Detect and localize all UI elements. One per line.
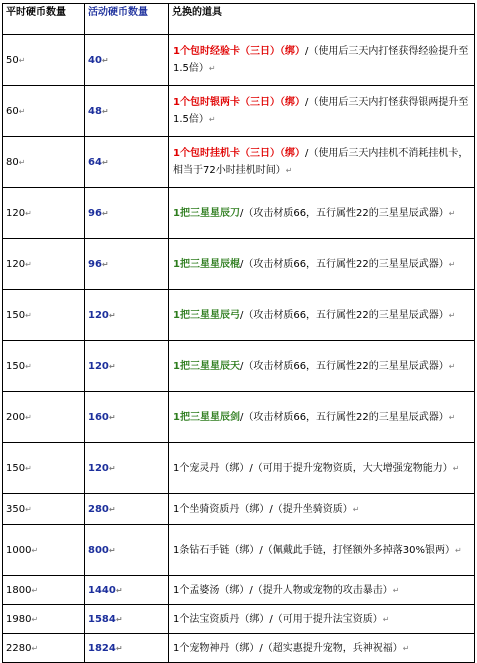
paragraph-mark-icon: ↵ — [108, 310, 116, 320]
paragraph-mark-icon: ↵ — [392, 585, 400, 595]
event-coins-cell — [85, 137, 169, 188]
normal-coins-cell — [3, 35, 85, 86]
paragraph-mark-icon: ↵ — [448, 361, 456, 371]
event-coins-value: 96 — [88, 258, 102, 270]
normal-coins-value: 50 — [6, 54, 19, 66]
paragraph-mark-icon: ↵ — [101, 55, 109, 65]
normal-coins-cell — [3, 634, 85, 663]
exchange-item-cell — [169, 86, 475, 137]
event-coins-cell — [85, 188, 169, 239]
event-coins-cell — [85, 634, 169, 663]
table-row — [3, 137, 475, 188]
table-row — [3, 86, 475, 137]
normal-coins-cell — [3, 341, 85, 392]
item-description: /（超实惠提升宠物，兵神祝福） — [259, 642, 403, 654]
exchange-item-cell — [169, 605, 475, 634]
exchange-item-cell — [169, 525, 475, 576]
item-name: 1个宠物神丹（绑） — [173, 642, 260, 654]
event-coins-cell — [85, 86, 169, 137]
paragraph-mark-icon: ↵ — [18, 106, 26, 116]
normal-coins-value: 150 — [6, 462, 26, 474]
table-row — [3, 494, 475, 525]
item-name: 1个坐骑资质丹（绑） — [173, 503, 270, 515]
paragraph-mark-icon: ↵ — [108, 504, 116, 514]
event-coins-value: 40 — [88, 54, 102, 66]
normal-coins-value: 350 — [6, 503, 26, 515]
exchange-item-cell — [169, 341, 475, 392]
item-description: /（攻击材质66，五行属性22的三星星辰武器） — [239, 207, 449, 219]
paragraph-mark-icon: ↵ — [108, 361, 116, 371]
item-description: /（提升人物或宠物的攻击暴击） — [249, 584, 393, 596]
table-row — [3, 35, 475, 86]
table-row — [3, 576, 475, 605]
header-event-coins: 活动硬币数量 — [85, 4, 169, 35]
exchange-item-cell — [169, 494, 475, 525]
paragraph-mark-icon: ↵ — [448, 208, 456, 218]
normal-coins-value: 200 — [6, 411, 26, 423]
paragraph-mark-icon: ↵ — [108, 463, 116, 473]
normal-coins-value: 80 — [6, 156, 19, 168]
exchange-item-cell — [169, 290, 475, 341]
paragraph-mark-icon: ↵ — [448, 259, 456, 269]
normal-coins-value: 60 — [6, 105, 19, 117]
normal-coins-cell — [3, 137, 85, 188]
event-coins-value: 48 — [88, 105, 102, 117]
event-coins-value: 120 — [88, 309, 109, 321]
paragraph-mark-icon: ↵ — [25, 412, 32, 422]
paragraph-mark-icon: ↵ — [18, 157, 26, 167]
header-normal-coins: 平时硬币数量 — [3, 4, 85, 35]
item-description: /（佩戴此手链，打怪额外多掉落30%银两） — [259, 544, 455, 556]
event-coins-value: 64 — [88, 156, 102, 168]
paragraph-mark-icon: ↵ — [25, 463, 32, 473]
event-coins-value: 280 — [88, 503, 109, 515]
paragraph-mark-icon: ↵ — [352, 504, 360, 514]
paragraph-mark-icon: ↵ — [31, 545, 39, 555]
normal-coins-value: 1800 — [6, 584, 32, 596]
paragraph-mark-icon: ↵ — [101, 106, 109, 116]
normal-coins-cell — [3, 605, 85, 634]
normal-coins-cell — [3, 494, 85, 525]
event-coins-value: 1440 — [88, 584, 116, 596]
item-description: /（攻击材质66，五行属性22的三星星辰武器） — [239, 258, 449, 270]
event-coins-cell — [85, 341, 169, 392]
exchange-item-cell — [169, 392, 475, 443]
event-coins-cell — [85, 525, 169, 576]
paragraph-mark-icon: ↵ — [31, 643, 39, 653]
event-coins-cell — [85, 443, 169, 494]
paragraph-mark-icon: ↵ — [208, 115, 216, 124]
item-description: /（使用后三天内挂机不消耗挂机卡，相当于72小时挂机时间） — [173, 148, 469, 176]
event-coins-value: 1824 — [88, 642, 116, 654]
exchange-table — [2, 3, 475, 663]
table-row — [3, 443, 475, 494]
table-row — [3, 290, 475, 341]
paragraph-mark-icon: ↵ — [382, 614, 390, 624]
paragraph-mark-icon: ↵ — [25, 259, 32, 269]
normal-coins-value: 120 — [6, 207, 26, 219]
paragraph-mark-icon: ↵ — [25, 208, 32, 218]
item-description: /（攻击材质66，五行属性22的三星星辰武器） — [239, 360, 449, 372]
item-name: 1个宠灵丹（绑） — [173, 462, 250, 474]
item-description: /（使用后三天内打怪获得银两提升至1.5倍） — [173, 97, 469, 125]
item-name: 1个法宝资质丹（绑） — [173, 613, 270, 625]
item-description: /（提升坐骑资质） — [269, 503, 353, 515]
item-name: 1把三星星辰天 — [173, 360, 240, 372]
table-row — [3, 188, 475, 239]
paragraph-mark-icon: ↵ — [452, 463, 460, 473]
event-coins-value: 120 — [88, 462, 109, 474]
item-name: 1把三星星辰剑 — [173, 411, 240, 423]
header-exchange-item: 兑换的道具 — [169, 4, 475, 35]
exchange-item-cell — [169, 576, 475, 605]
exchange-item-cell — [169, 443, 475, 494]
normal-coins-cell — [3, 86, 85, 137]
paragraph-mark-icon: ↵ — [108, 545, 116, 555]
item-name: 1把三星星辰弓 — [173, 309, 240, 321]
paragraph-mark-icon: ↵ — [115, 614, 123, 624]
normal-coins-value: 150 — [6, 360, 26, 372]
paragraph-mark-icon: ↵ — [115, 585, 123, 595]
table-row — [3, 239, 475, 290]
item-description: /（可用于提升法宝资质） — [269, 613, 383, 625]
paragraph-mark-icon: ↵ — [25, 504, 32, 514]
paragraph-mark-icon: ↵ — [115, 643, 123, 653]
paragraph-mark-icon: ↵ — [25, 361, 32, 371]
table-row — [3, 605, 475, 634]
event-coins-cell — [85, 576, 169, 605]
paragraph-mark-icon: ↵ — [402, 643, 410, 653]
paragraph-mark-icon: ↵ — [101, 259, 109, 269]
item-name: 1个孟婆汤（绑） — [173, 584, 250, 596]
item-description: /（使用后三天内打怪获得经验提升至1.5倍） — [173, 46, 469, 74]
event-coins-cell — [85, 392, 169, 443]
paragraph-mark-icon: ↵ — [448, 310, 456, 320]
paragraph-mark-icon: ↵ — [101, 157, 109, 167]
paragraph-mark-icon: ↵ — [285, 166, 293, 175]
event-coins-cell — [85, 290, 169, 341]
normal-coins-value: 120 — [6, 258, 26, 270]
exchange-item-cell — [169, 35, 475, 86]
exchange-item-cell — [169, 188, 475, 239]
paragraph-mark-icon: ↵ — [18, 55, 26, 65]
normal-coins-cell — [3, 576, 85, 605]
paragraph-mark-icon: ↵ — [31, 585, 39, 595]
event-coins-value: 160 — [88, 411, 109, 423]
item-name: 1把三星星辰刀 — [173, 207, 240, 219]
table-body — [3, 35, 475, 663]
normal-coins-cell — [3, 525, 85, 576]
exchange-item-cell — [169, 239, 475, 290]
normal-coins-value: 1980 — [6, 613, 32, 625]
event-coins-cell — [85, 605, 169, 634]
normal-coins-value: 1000 — [6, 544, 32, 556]
event-coins-cell — [85, 239, 169, 290]
item-description: /（攻击材质66，五行属性22的三星星辰武器） — [239, 309, 449, 321]
event-coins-value: 120 — [88, 360, 109, 372]
paragraph-mark-icon: ↵ — [448, 412, 456, 422]
normal-coins-cell — [3, 239, 85, 290]
table-row — [3, 634, 475, 663]
event-coins-value: 1584 — [88, 613, 116, 625]
normal-coins-cell — [3, 290, 85, 341]
table-row — [3, 341, 475, 392]
event-coins-cell — [85, 35, 169, 86]
event-coins-cell — [85, 494, 169, 525]
normal-coins-cell — [3, 443, 85, 494]
paragraph-mark-icon: ↵ — [208, 64, 216, 73]
item-name: 1把三星星辰棍 — [173, 258, 240, 270]
normal-coins-value: 2280 — [6, 642, 32, 654]
paragraph-mark-icon: ↵ — [101, 208, 109, 218]
table-header-row — [3, 4, 475, 35]
item-name: 1条钻石手链（绑） — [173, 544, 260, 556]
item-name: 1个包时经验卡（三日）（绑） — [173, 46, 305, 57]
normal-coins-cell — [3, 392, 85, 443]
exchange-item-cell — [169, 137, 475, 188]
paragraph-mark-icon: ↵ — [454, 545, 462, 555]
item-description: /（攻击材质66，五行属性22的三星星辰武器） — [239, 411, 449, 423]
paragraph-mark-icon: ↵ — [25, 310, 32, 320]
event-coins-value: 800 — [88, 544, 109, 556]
normal-coins-value: 150 — [6, 309, 26, 321]
item-name: 1个包时银两卡（三日）（绑） — [173, 97, 305, 108]
paragraph-mark-icon: ↵ — [108, 412, 116, 422]
event-coins-value: 96 — [88, 207, 102, 219]
item-description: /（可用于提升宠物资质，大大增强宠物能力） — [249, 462, 453, 474]
item-name: 1个包时挂机卡（三日）（绑） — [173, 148, 305, 159]
paragraph-mark-icon: ↵ — [31, 614, 39, 624]
exchange-item-cell — [169, 634, 475, 663]
table-row — [3, 392, 475, 443]
normal-coins-cell — [3, 188, 85, 239]
table-row — [3, 525, 475, 576]
